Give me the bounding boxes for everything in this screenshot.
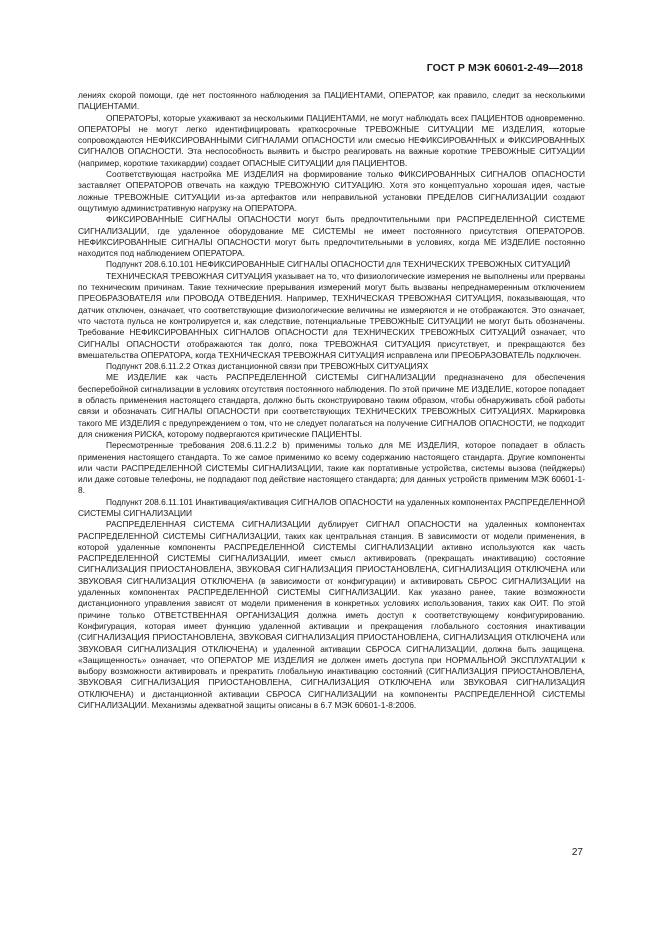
subclause-heading: Подпункт 208.6.11.101 Инактивация/активация СИГНАЛОВ ОПАСНОСТИ на удаленных компонентах РАСПРЕДЕЛЕННОЙ СИСТЕМЫ СИГНАЛИЗАЦИИ	[78, 496, 585, 518]
paragraph: МЕ ИЗДЕЛИЕ как часть РАСПРЕДЕЛЕННОЙ СИСТЕМЫ СИГНАЛИЗАЦИИ предназначено для обеспечения бесперебойной сигнализации в условиях отсутствия постоянного наблюдения. По этой причине МЕ ИЗДЕЛИЕ, которое попадает в область применения настоящего стандарта, должно быть сконструировано таким образом, чтобы обнаруживать сбой работы связи и обозначать СИГНАЛЫ ОПАСНОСТИ при соответствующих ТЕХНИЧЕСКИХ ТРЕВОЖНЫХ СИТУАЦИЯХ. Маркировка такого МЕ ИЗДЕЛИЯ с предупреждением о том, что не следует полагаться на получение СИГНАЛОВ ОПАСНОСТИ, не подходит для снижения РИСКА, которому подвергаются критические ПАЦИЕНТЫ.	[78, 372, 585, 439]
paragraph: Пересмотренные требования 208.6.11.2.2 b) применимы только для МЕ ИЗДЕЛИЯ, которое попадает в область применения настоящего стандарта. То же самое применимо ко всему содержанию настоящего стандарта. Другие компоненты или части РАСПРЕДЕЛЕННОЙ СИСТЕМЫ СИГНАЛИЗАЦИИ, такие как портативные устройства, системы вызова (пейджеры) или даже сотовые телефоны, не подпадают под действие настоящего стандарта; для данных устройств применим МЭК 60601-1-8.	[78, 440, 585, 496]
paragraph: РАСПРЕДЕЛЕННАЯ СИСТЕМА СИГНАЛИЗАЦИИ дублирует СИГНАЛ ОПАСНОСТИ на удаленных компонентах РАСПРЕДЕЛЕННОЙ СИСТЕМЫ СИГНАЛИЗАЦИИ, таких как центральная станция. В зависимости от модели применения, в которой удаленные компоненты РАСПРЕДЕЛЕННОЙ СИСТЕМЫ СИГНАЛИЗАЦИИ активно используются как часть РАСПРЕДЕЛЕННОЙ СИСТЕМЫ СИГНАЛИЗАЦИИ, имеет смысл активировать (прекращать инактивацию) состояние СИГНАЛИЗАЦИЯ ПРИОСТАНОВЛЕНА, ЗВУКОВАЯ СИГНАЛИЗАЦИЯ ПРИОСТАНОВЛЕНА, СИГНАЛИЗАЦИЯ ОТКЛЮЧЕНА или ЗВУКОВАЯ СИГНАЛИЗАЦИЯ ОТКЛЮЧЕНА (в зависимости от конфигурации) и активировать СБРОС СИГНАЛИЗАЦИИ на удаленных компонентах РАСПРЕДЕЛЕННОЙ СИСТЕМЫ СИГНАЛИЗАЦИИ. Как указано ранее, такие возможности дистанционного управления зависят от модели применения в конкретных условиях использования, таких как ОИТ. По этой причине только ОТВЕТСТВЕННАЯ ОРГАНИЗАЦИЯ должна иметь доступ к соответствующему конфигурированию. Конфигурация, которая имеет функцию удаленной активации и прекращения глобального состояния инактивации (СИГНАЛИЗАЦИЯ ПРИОСТАНОВЛЕНА, ЗВУКОВАЯ СИГНАЛИЗАЦИЯ ПРИОСТАНОВЛЕНА, СИГНАЛИЗАЦИЯ ОТКЛЮЧЕНА или ЗВУКОВАЯ СИГНАЛИЗАЦИЯ ОТКЛЮЧЕНА) и удаленной активации СБРОСА СИГНАЛИЗАЦИИ, должна быть защищена. «Защищенность» означает, что ОПЕРАТОР МЕ ИЗДЕЛИЯ не должен иметь доступа при НОРМАЛЬНОЙ ЭКСПЛУАТАЦИИ к выбору возможности активировать и прекратить глобальную инактивацию состояний (СИГНАЛИЗАЦИЯ ПРИОСТАНОВЛЕНА, ЗВУКОВАЯ СИГНАЛИЗАЦИЯ ПРИОСТАНОВЛЕНА, СИГНАЛИЗАЦИЯ ОТКЛЮЧЕНА или ЗВУКОВАЯ СИГНАЛИЗАЦИЯ ОТКЛЮЧЕНА) и дистанционной активации СБРОСА СИГНАЛИЗАЦИИ на компоненты РАСПРЕДЕЛЕННОЙ СИСТЕМЫ СИГНАЛИЗАЦИИ. Механизмы адекватной защиты описаны в 6.7 МЭК 60601-1-8:2006.	[78, 519, 585, 711]
subclause-heading: Подпункт 208.6.11.2.2 Отказ дистанционной связи при ТРЕВОЖНЫХ СИТУАЦИЯХ	[106, 361, 429, 372]
subclause-heading: Подпункт 208.6.10.101 НЕФИКСИРОВАННЫЕ СИГНАЛЫ ОПАСНОСТИ для ТЕХНИЧЕСКИХ ТРЕВОЖНЫХ СИТУАЦИЙ	[106, 259, 571, 270]
paragraph: ФИКСИРОВАННЫЕ СИГНАЛЫ ОПАСНОСТИ могут быть предпочтительными при РАСПРЕДЕЛЕННОЙ СИСТЕМЕ СИГНАЛИЗАЦИИ, где удаленное оборудование МЕ СИСТЕМЫ не имеет постоянного присутствия ОПЕРАТОРОВ. НЕФИКСИРОВАННЫЕ СИГНАЛЫ ОПАСНОСТИ могут быть предпочтительными в условиях, когда МЕ ИЗДЕЛИЕ постоянно находится под наблюдением ОПЕРАТОРА.	[78, 214, 585, 259]
paragraph: ОПЕРАТОРЫ, которые ухаживают за несколькими ПАЦИЕНТАМИ, не могут наблюдать всех ПАЦИЕНТОВ одновременно. ОПЕРАТОРЫ не могут легко идентифицировать краткосрочные ТРЕВОЖНЫЕ СИТУАЦИИ МЕ ИЗДЕЛИЯ, которые сопровождаются НЕФИКСИРОВАННЫМИ СИГНАЛАМИ ОПАСНОСТИ или смесью НЕФИКСИРОВАННЫХ и ФИКСИРОВАННЫХ СИГНАЛОВ ОПАСНОСТИ. Эта неспособность выявить и быстро реагировать на важные короткие ТРЕВОЖНЫЕ СИТУАЦИИ (например, короткие тахикардии) создает ОПАСНЫЕ СИТУАЦИИ для ПАЦИЕНТОВ.	[78, 112, 585, 168]
paragraph: Соответствующая настройка МЕ ИЗДЕЛИЯ на формирование только ФИКСИРОВАННЫХ СИГНАЛОВ ОПАСНОСТИ заставляет ОПЕРАТОРОВ отвечать на каждую ТРЕВОЖНУЮ СИТУАЦИЮ. Хотя это концептуально хорошая идея, частые ложные ТРЕВОЖНЫЕ СИТУАЦИИ из-за артефактов или неправильной установки ПРЕДЕЛОВ СИГНАЛИЗАЦИИ создают ощутимую административную нагрузку на ОПЕРАТОРА.	[78, 169, 585, 213]
page-number: 27	[571, 847, 583, 858]
document-header: ГОСТ Р МЭК 60601-2-49—2018	[426, 62, 583, 74]
document-body	[78, 90, 585, 711]
paragraph: ТЕХНИЧЕСКАЯ ТРЕВОЖНАЯ СИТУАЦИЯ указывает на то, что физиологические измерения не выполнены или прерваны по техническим причинам. Такие технические прерывания измерений могут быть вызваны непреднамеренным отключением ПРЕОБРАЗОВАТЕЛЯ или ПРОВОДА ОТВЕДЕНИЯ. Например, ТЕХНИЧЕСКАЯ ТРЕВОЖНАЯ СИТУАЦИЯ, показывающая, что датчик отключен, означает, что соответствующие физиологические величины не измеряются и не отображаются. Это означает, что частота пульса не контролируется и, как следствие, потенциальные ТРЕВОЖНЫЕ СИТУАЦИИ не могут быть обозначены. Требование НЕФИКСИРОВАННЫХ СИГНАЛОВ ОПАСНОСТИ для ТЕХНИЧЕСКИХ ТРЕВОЖНЫХ СИТУАЦИЙ означает, что СИГНАЛЫ ОПАСНОСТИ отображаются так долго, пока ТРЕВОЖНАЯ СИТУАЦИЯ присутствует, и прекращаются без вмешательства ОПЕРАТОРА, когда ТЕХНИЧЕСКАЯ ТРЕВОЖНАЯ СИТУАЦИЯ исправлена или ПРЕОБРАЗОВАТЕЛЬ подключен.	[78, 270, 585, 360]
paragraph: лениях скорой помощи, где нет постоянного наблюдения за ПАЦИЕНТАМИ, ОПЕРАТОР, как правило, следит за несколькими ПАЦИЕНТАМИ.	[78, 90, 585, 112]
